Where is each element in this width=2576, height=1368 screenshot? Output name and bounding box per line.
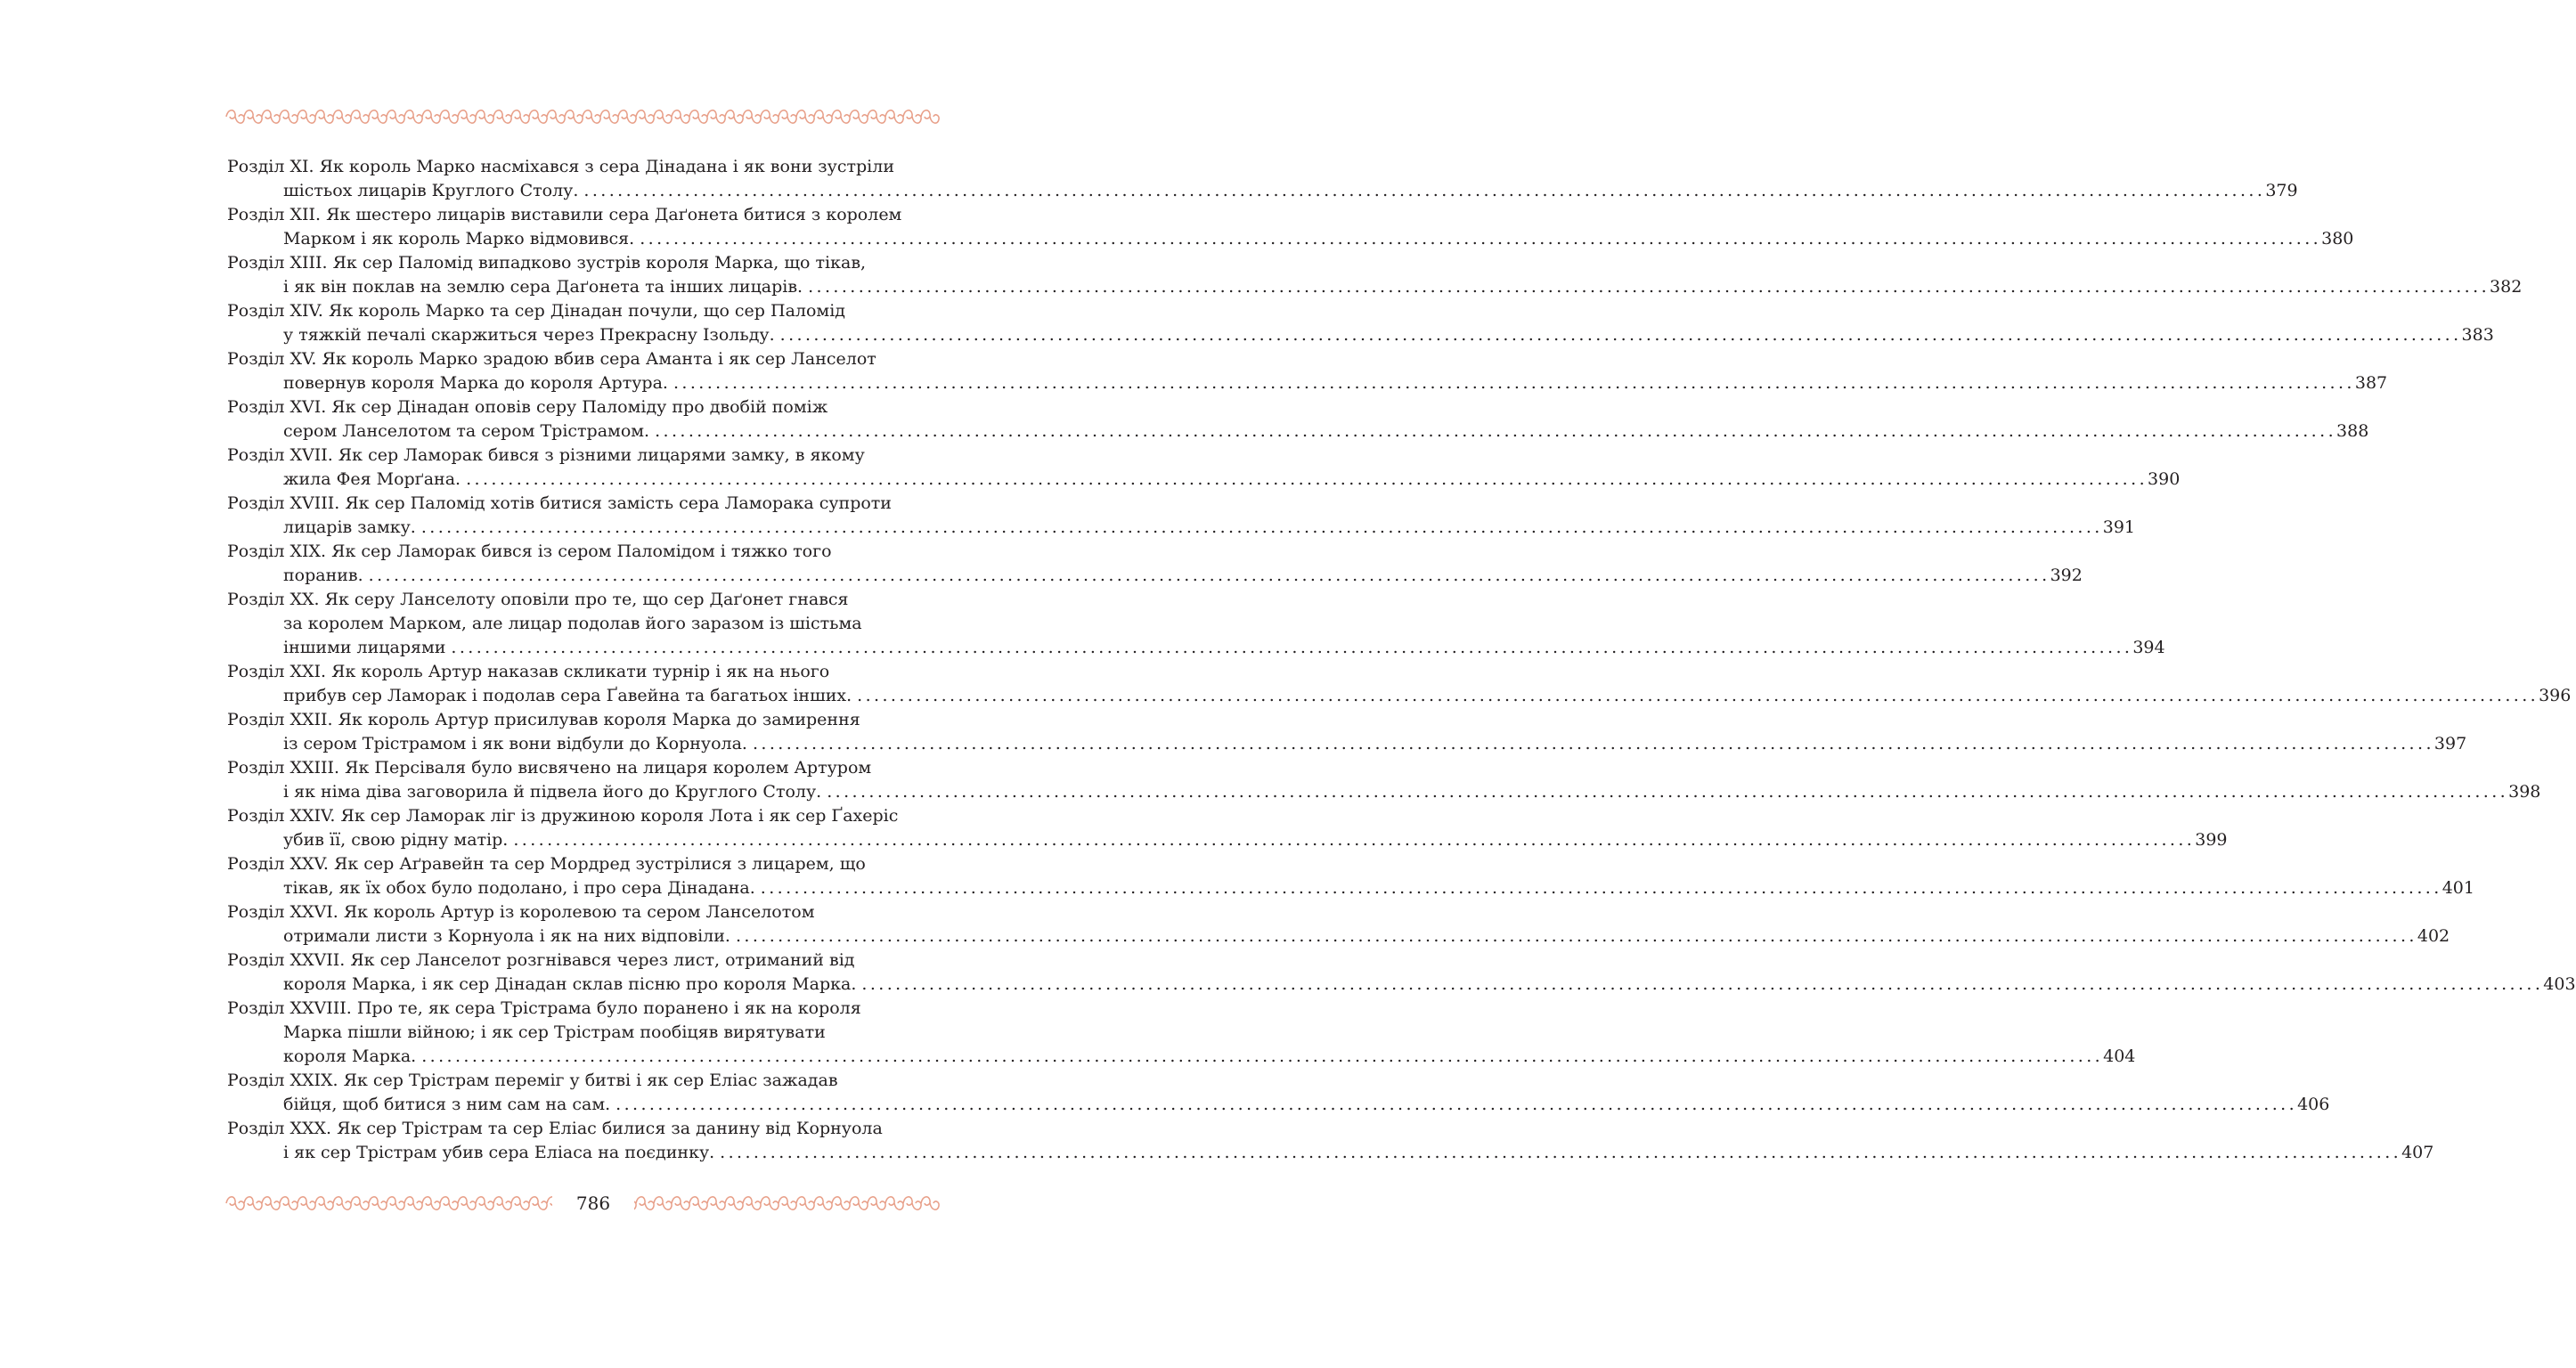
dot-leader: ........................................................................................................................................................................................................ xyxy=(583,181,2266,200)
ornament-curl xyxy=(654,110,672,123)
ornament-curl xyxy=(422,1197,440,1209)
toc-entry-text: і як німа діва заговорила й підвела його до Круглого Столу. xyxy=(283,782,822,802)
table-of-contents xyxy=(227,155,2576,1165)
ornament-curl xyxy=(636,110,654,123)
ornament-curl xyxy=(458,110,476,123)
toc-page-number: 397 xyxy=(2433,734,2467,753)
toc-entry-line xyxy=(227,924,2450,949)
toc-entry xyxy=(227,492,2136,540)
toc-entry-line: Розділ XVI. Як сер Дінадан оповів серу Паломіду про двобій поміж xyxy=(227,397,828,417)
ornament-curl xyxy=(440,110,458,123)
ornament-curl xyxy=(903,110,921,123)
dot-leader: ........................................................................................................................................................................................................ xyxy=(720,1143,2402,1162)
top-ornament-border xyxy=(224,107,941,126)
ornament-curl xyxy=(672,1197,689,1209)
ornament-curl xyxy=(387,1197,404,1209)
ornament-curl xyxy=(885,1197,903,1209)
toc-entry xyxy=(227,660,2572,708)
toc-page-number: 394 xyxy=(2132,638,2165,657)
toc-entry-line: Розділ XI. Як король Марко насміхався з сера Дінадана і як вони зустріли xyxy=(227,157,894,176)
ornament-curl xyxy=(547,110,565,123)
ornament-curl xyxy=(440,1197,458,1209)
ornament-curl xyxy=(351,1197,369,1209)
ornament-curl xyxy=(761,110,779,123)
ornament-curl xyxy=(369,1197,387,1209)
toc-page-number: 402 xyxy=(2417,926,2450,946)
dot-leader: ........................................................................................................................................................................................................ xyxy=(752,734,2434,753)
toc-entry-text: і як сер Трістрам убив сера Еліаса на поєдинку. xyxy=(283,1143,715,1162)
toc-entry-line: Розділ XXIV. Як сер Ламорак ліг із дружиною короля Лота і як сер Ґахеріс xyxy=(227,806,899,826)
dot-leader: ........................................................................................................................................................................................................ xyxy=(368,566,2050,585)
toc-entry-line: Розділ XXV. Як сер Аґравейн та сер Мордред зустрілися з лицарем, що xyxy=(227,854,866,874)
toc-entry xyxy=(227,708,2467,756)
toc-page-number: 403 xyxy=(2543,974,2576,994)
toc-entry-text: убив її, свою рідну матір. xyxy=(283,830,509,850)
toc-entry-line xyxy=(227,780,2541,804)
ornament-curl xyxy=(796,110,814,123)
toc-entry-text: у тяжкій печалі скаржиться через Прекрасну Ізольду. xyxy=(283,325,775,345)
toc-entry-line: Розділ XXIX. Як сер Трістрам переміг у битві і як сер Еліас зажадав xyxy=(227,1071,838,1090)
toc-entry xyxy=(227,1069,2330,1117)
toc-entry-text: бійця, щоб битися з ним сам на сам. xyxy=(283,1095,611,1114)
ornament-curl xyxy=(600,110,618,123)
toc-entry xyxy=(227,804,2228,852)
toc-entry-line: Розділ XXII. Як король Артур присилував короля Марка до замирення xyxy=(227,710,860,729)
toc-entry xyxy=(227,347,2388,395)
toc-entry xyxy=(227,395,2369,444)
toc-page-number: 391 xyxy=(2102,517,2136,537)
ornament-curl xyxy=(689,1197,707,1209)
toc-entry-text: короля Марка, і як сер Дінадан склав пісню про короля Марка. xyxy=(283,974,857,994)
toc-entry-text: і як він поклав на землю сера Даґонета та інших лицарів. xyxy=(283,277,803,297)
toc-entry-text: сером Ланселотом та сером Трістрамом. xyxy=(283,421,650,441)
ornament-curl xyxy=(262,1197,280,1209)
toc-entry xyxy=(227,900,2450,949)
ornament-curl xyxy=(654,1197,672,1209)
ornament-curl xyxy=(743,110,761,123)
dot-leader: ........................................................................................................................................................................................................ xyxy=(779,325,2462,345)
toc-entry-line: Розділ XXVII. Як сер Ланселот розгнівався через лист, отриманий від xyxy=(227,950,855,970)
toc-page-number: 401 xyxy=(2441,878,2474,898)
toc-entry-line: Розділ XIV. Як король Марко та сер Дінадан почули, що сер Паломід xyxy=(227,301,845,321)
ornament-curl xyxy=(511,110,529,123)
ornament-curl xyxy=(850,110,868,123)
toc-entry-line: за королем Марком, але лицар подолав його заразом із шістьма xyxy=(283,614,862,633)
ornament-curl xyxy=(493,110,511,123)
ornament-curl xyxy=(458,1197,476,1209)
toc-entry-text: Марком і як король Марко відмовився. xyxy=(283,229,635,248)
toc-entry-text: із сером Трістрамом і як вони відбули до Корнуола. xyxy=(283,734,747,753)
ornament-curl xyxy=(565,110,583,123)
ornament-curl xyxy=(832,110,850,123)
ornament-curl xyxy=(369,110,387,123)
dot-leader: ........................................................................................................................................................................................................ xyxy=(673,373,2355,393)
toc-entry-text: прибув сер Ламорак і подолав сера Ґавейна та багатьох інших. xyxy=(283,686,852,705)
page-number: 786 xyxy=(552,1192,634,1215)
ornament-curl xyxy=(868,110,885,123)
toc-entry-line: Розділ XVIII. Як сер Паломід хотів битися замість сера Ламорака супроти xyxy=(227,493,892,513)
toc-entry xyxy=(227,949,2576,997)
toc-entry-line xyxy=(227,516,2136,540)
ornament-curl xyxy=(280,1197,298,1209)
toc-entry xyxy=(227,299,2494,347)
toc-entry-line: Розділ XIX. Як сер Ламорак бився із сером Паломідом і тяжко того xyxy=(227,542,832,561)
ornament-curl xyxy=(814,110,832,123)
toc-page-number: 388 xyxy=(2336,421,2369,441)
ornament-curl xyxy=(583,110,600,123)
ornament-curl xyxy=(725,110,743,123)
ornament-curl xyxy=(404,110,422,123)
toc-entry-text: поранив. xyxy=(283,566,363,585)
ornament-curl xyxy=(262,110,280,123)
toc-entry-line: Марка пішли війною; і як сер Трістрам пообіцяв вирятувати xyxy=(283,1022,826,1042)
toc-entry-text: іншими лицарями xyxy=(283,638,446,657)
toc-entry xyxy=(227,444,2181,492)
ornament-curl xyxy=(422,110,440,123)
dot-leader: ........................................................................................................................................................................................................ xyxy=(655,421,2337,441)
toc-entry-line: Розділ XVII. Як сер Ламорак бився з різними лицарями замку, в якому xyxy=(227,445,865,465)
ornament-curl xyxy=(404,1197,422,1209)
ornament-curl xyxy=(511,1197,529,1209)
toc-entry-line: Розділ XXX. Як сер Трістрам та сер Еліас билися за данину від Корнуола xyxy=(227,1119,883,1138)
ornament-curl xyxy=(298,110,315,123)
ornament-curl xyxy=(743,1197,761,1209)
dot-leader: ........................................................................................................................................................................................................ xyxy=(513,830,2196,850)
toc-entry xyxy=(227,251,2523,299)
toc-entry-line xyxy=(227,419,2369,444)
toc-entry-line xyxy=(227,227,2354,251)
toc-page-number: 390 xyxy=(2148,469,2181,489)
dot-leader: ........................................................................................................................................................................................................ xyxy=(760,878,2442,898)
toc-entry-text: повернув короля Марка до короля Артура. xyxy=(283,373,668,393)
dot-leader: ........................................................................................................................................................................................................ xyxy=(857,686,2539,705)
toc-entry xyxy=(227,756,2541,804)
ornament-curl xyxy=(707,110,725,123)
ornament-curl xyxy=(387,110,404,123)
ornament-curl xyxy=(226,1197,244,1209)
ornament-curl xyxy=(761,1197,779,1209)
ornament-curl xyxy=(529,110,547,123)
ornament-curl xyxy=(315,1197,333,1209)
ornament-curl xyxy=(885,110,903,123)
toc-entry xyxy=(227,155,2298,203)
ornament-curl xyxy=(298,1197,315,1209)
toc-entry xyxy=(227,852,2474,900)
toc-entry-line xyxy=(227,828,2228,852)
toc-page-number: 380 xyxy=(2321,229,2354,248)
toc-entry-line: Розділ XIII. Як сер Паломід випадково зустрів короля Марка, що тікав, xyxy=(227,253,867,273)
ornament-curl xyxy=(814,1197,832,1209)
toc-page-number: 399 xyxy=(2195,830,2228,850)
toc-page-number: 387 xyxy=(2354,373,2388,393)
toc-entry xyxy=(227,540,2083,588)
toc-page-number: 383 xyxy=(2461,325,2494,345)
ornament-curl xyxy=(244,1197,262,1209)
toc-entry-line: Розділ XXIII. Як Персіваля було висвячено на лицаря королем Артуром xyxy=(227,758,872,778)
toc-entry-line xyxy=(227,684,2572,708)
toc-page-number: 404 xyxy=(2103,1046,2136,1066)
toc-entry-line: Розділ XXVIII. Про те, як сера Трістрама було поранено і як на короля xyxy=(227,998,861,1018)
toc-entry-line: Розділ XV. Як король Марко зрадою вбив сера Аманта і як сер Ланселот xyxy=(227,349,876,369)
dot-leader: ........................................................................................................................................................................................................ xyxy=(615,1095,2298,1114)
toc-entry-text: короля Марка. xyxy=(283,1046,417,1066)
ornament-curl xyxy=(779,110,796,123)
toc-page-number: 379 xyxy=(2265,181,2298,200)
ornament-curl xyxy=(493,1197,511,1209)
ornament-curl xyxy=(333,1197,351,1209)
toc-entry-line xyxy=(227,636,2165,660)
toc-entry-line xyxy=(227,732,2467,756)
ornament-curl xyxy=(689,110,707,123)
toc-entry-line xyxy=(227,1141,2434,1165)
toc-page-number: 382 xyxy=(2490,277,2523,297)
ornament-curl xyxy=(903,1197,921,1209)
toc-entry-line xyxy=(227,876,2474,900)
toc-entry-line xyxy=(227,468,2181,492)
ornament-curl xyxy=(921,110,939,123)
toc-entry-text: отримали листи з Корнуола і як на них відповіли. xyxy=(283,926,730,946)
ornament-curl xyxy=(868,1197,885,1209)
toc-entry-line: Розділ XXVI. Як король Артур із королевою та сером Ланселотом xyxy=(227,902,815,922)
toc-entry-text: лицарів замку. xyxy=(283,517,416,537)
dot-leader: ........................................................................................................................................................................................................ xyxy=(640,229,2322,248)
toc-entry-line xyxy=(227,371,2388,395)
toc-entry-line xyxy=(227,973,2576,997)
ornament-curl xyxy=(280,110,298,123)
ornament-curl xyxy=(226,110,244,123)
ornament-curl xyxy=(333,110,351,123)
toc-page-number: 398 xyxy=(2508,782,2541,802)
toc-entry-line: Розділ XX. Як серу Ланселоту оповіли про те, що сер Даґонет гнався xyxy=(227,590,849,609)
toc-entry-text: жила Фея Морґана. xyxy=(283,469,461,489)
toc-entry-line xyxy=(227,323,2494,347)
ornament-curl xyxy=(529,1197,547,1209)
ornament-curl xyxy=(618,110,636,123)
toc-entry-text: шістьох лицарів Круглого Столу. xyxy=(283,181,579,200)
toc-entry-line xyxy=(227,564,2083,588)
dot-leader: ........................................................................................................................................................................................................ xyxy=(420,517,2103,537)
dot-leader: ........................................................................................................................................................................................................ xyxy=(735,926,2417,946)
ornament-curl xyxy=(244,110,262,123)
toc-entry-line: Розділ XII. Як шестеро лицарів виставили сера Даґонета битися з королем xyxy=(227,205,902,224)
toc-entry-text: тікав, як їх обох було подолано, і про сера Дінадана. xyxy=(283,878,755,898)
ornament-curl xyxy=(315,110,333,123)
dot-leader: ........................................................................................................................................................................................................ xyxy=(421,1046,2104,1066)
toc-entry-line xyxy=(227,1093,2330,1117)
ornament-curl xyxy=(476,1197,493,1209)
ornament-curl xyxy=(921,1197,939,1209)
toc-page-number: 396 xyxy=(2539,686,2572,705)
ornament-curl xyxy=(796,1197,814,1209)
toc-entry xyxy=(227,588,2165,660)
ornament-curl xyxy=(636,1197,654,1209)
dot-leader: ........................................................................................................................................................................................................ xyxy=(827,782,2509,802)
toc-entry-line xyxy=(227,179,2298,203)
ornament-curl xyxy=(476,110,493,123)
ornament-curl xyxy=(850,1197,868,1209)
dot-leader: ........................................................................................................................................................................................................ xyxy=(466,469,2148,489)
toc-page-number: 406 xyxy=(2297,1095,2330,1114)
ornament-curl xyxy=(725,1197,743,1209)
toc-entry-line: Розділ XXI. Як король Артур наказав скликати турнір і як на нього xyxy=(227,662,830,681)
toc-page-number: 392 xyxy=(2050,566,2083,585)
toc-page-number: 407 xyxy=(2401,1143,2434,1162)
dot-leader: ........................................................................................................................................................................................................ xyxy=(808,277,2490,297)
dot-leader: ........................................................................................................................................................................................................ xyxy=(451,638,2133,657)
toc-entry xyxy=(227,1117,2434,1165)
ornament-curl xyxy=(779,1197,796,1209)
dot-leader: ........................................................................................................................................................................................................ xyxy=(861,974,2544,994)
ornament-curl xyxy=(672,110,689,123)
ornament-curl xyxy=(832,1197,850,1209)
toc-entry-line xyxy=(227,1045,2136,1069)
toc-entry xyxy=(227,997,2136,1069)
ornament-curl xyxy=(707,1197,725,1209)
ornament-curl xyxy=(351,110,369,123)
toc-entry-line xyxy=(227,275,2523,299)
toc-entry xyxy=(227,203,2354,251)
